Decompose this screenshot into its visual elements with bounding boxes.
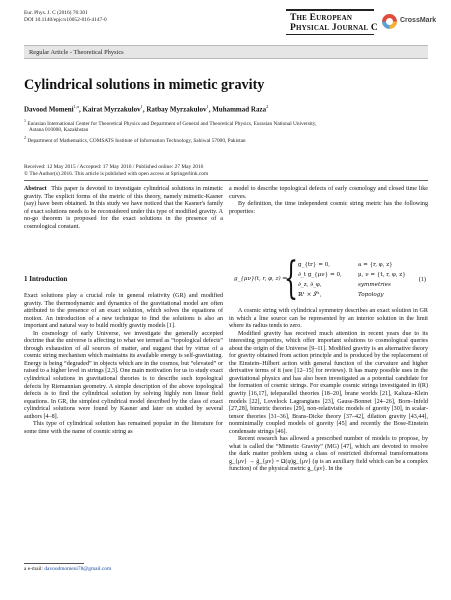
- equation-lhs: g_{μν}(t, r, φ, z) ⇒: [234, 276, 288, 282]
- author-affil-mark: 1,a: [73, 104, 79, 109]
- crossmark-badge[interactable]: [382, 14, 438, 30]
- copyright-notice: © The Author(s) 2016. This article is published with open access at Springerlink.com: [24, 171, 209, 177]
- equation-number: (1): [418, 276, 426, 283]
- paragraph: In cosmology of early Universe, we investigate the generally accepted doctrine that the universe is affecting to what we termed as “topological defects” through exhaustion of all sources of matter, and suggest that by virtue of a cosmic string mechanism which maintains its available energy is self-gravitating. Energy is being “degraded” in objects which are in the cosmos, but “elevated” or raised to a higher level in strings [2,3]. One main motivation for us to study exact cylindrical solutions in gravitational theories is to describe such topological defects by Riemannian geometry. A simple description of the above topological defects is to find the cylindrical solution by solving highly non linear field equations. In GR, the simplest cylindrical model described by the class of exact cylindrical solutions were found by Kasner and later on studied by several authors [4–8].: [24, 330, 223, 420]
- journal-logo[interactable]: [286, 9, 378, 35]
- author-affil-mark: 1: [206, 104, 209, 109]
- paragraph: Recent research has allowed a prescribed number of models to propose, by what is called the “Mimetic Gravity” (MG) [47], which are devoted to resolve the dark matter problem using a class of restricted disformal transformations g_{μν} → g̃_{μν} = Ω(φ)g_{μν} (φ is an auxiliary field which can be a complex function) of the physical metric g_{μν}. In the: [229, 436, 428, 473]
- crossmark-icon: [382, 14, 397, 29]
- citation: Eur. Phys. J. C (2016) 76:301: [24, 10, 88, 16]
- author-name[interactable]: Ratbay Myrzakulov: [146, 105, 207, 114]
- equation-1: [234, 253, 428, 304]
- author-name[interactable]: Davood Momeni: [24, 105, 74, 114]
- paragraph: a model to describe topological defects of early cosmology and closed time like curves.: [229, 186, 428, 200]
- history-dates: Received: 12 May 2015 / Accepted: 17 May 2016 / Published online: 27 May 2016: [24, 164, 204, 170]
- author-name[interactable]: Kairat Myrzakulov: [82, 105, 141, 114]
- article-type-bar: [24, 45, 428, 59]
- abstract-label: Abstract: [24, 186, 47, 192]
- author-affil-mark: 1: [140, 104, 143, 109]
- journal-name-line2: Physical Journal C: [290, 23, 378, 33]
- equation-cases: [298, 260, 406, 300]
- equation-row: ∂_z, ∂_φ, symmetries: [298, 282, 391, 288]
- paragraph: By definition, the time independent cosmic string metric has the following properties:: [229, 201, 428, 215]
- author-name[interactable]: Muhammad Raza: [212, 105, 267, 114]
- section-heading: 1 Introduction: [24, 275, 68, 283]
- paper-title: Cylindrical solutions in mimetic gravity: [24, 77, 265, 93]
- crossmark-label: CrossMark: [400, 17, 437, 24]
- body-text-right: [229, 308, 428, 474]
- email-link[interactable]: davoodmomeni78@gmail.com: [44, 566, 112, 572]
- paragraph: This type of cylindrical solution has remained popular in the literature for some time with the name of cosmic string as: [24, 421, 223, 435]
- body-text-right-top: [229, 186, 428, 216]
- article-meta: [24, 10, 107, 24]
- publication-history: [24, 164, 429, 178]
- footnote: a e-mail: davoodmomeni78@gmail.com: [24, 566, 112, 572]
- journal-name-line1: The European: [290, 13, 353, 23]
- equation-brace: {: [284, 253, 298, 304]
- affiliation: $^1$ Eurasian International Center for Theoretical Physics and Department of General and Theoretical Physics, Eurasian National University, Astana 010008, Kazakhstan: [24, 118, 317, 134]
- equation-row: g_{tr} = 0, a = {r, φ, z}: [298, 262, 393, 268]
- abstract-text: This paper is devoted to investigate cylindrical solutions in mimetic gravity. The explicit forms of the metric of this theory, namely mimetic-Kasner (say) have been obtained. In this study we have noticed that the Kasner's family of exact solutions needs to be reconsidered under this type of modified gravity. A no-go theorem is proposed for the exact solutions in the presence of a cosmological constant.: [24, 186, 224, 230]
- divider: [24, 180, 428, 181]
- paragraph: Modified gravity has received much attention in recent years due to its interesting properties, which offer important solutions to cosmological queries about the origin of the Universe [9–11]. Modified gravity is an alternative theory for gravity obtained from action principle and is produced by the replacement of the Einstein–Hilbert action with general function of the curvature and higher derivative terms of it (see [12–15] for reviews). It has many possible uses in the gravitational physics and has also been investigated as a potential candidate for the formation of cosmic strings. For example cosmic strings investigated in f(R) gravity [16,17], teleparallel theories [18–20], brane worlds [21], Kaluza–Klein models [22], Lovelock Lagrangians [23], Gauss-Bonnet [24–26], Born–Infeld [27,28], bimetric theories [29], non-relativistic models of gravity [30], in scalar-tensor theories [31–36], Brans-Dicke theory [37–42], dilation gravity [43,44], nonminimally coupled models of gravity [45] and recently the Bose-Einstein condensate strings [46].: [229, 330, 428, 435]
- equation-row: ℝ¹ × 𝒮¹, Topology: [298, 292, 384, 298]
- abstract: [24, 186, 223, 231]
- paragraph: Exact solutions play a crucial role in general relativity (GR) and modified gravity. The thermodynamic and dynamics of the gravitational model are often attributed to the presence of an exact solution, which solves the equations of motion. An introduction of a new technique to find the solutions is also an important and natural way to build modify gravity models [1].: [24, 293, 223, 330]
- footnote-divider: [24, 563, 84, 564]
- doi-link[interactable]: DOI 10.1140/epjc/s10052-016-4147-0: [24, 17, 107, 24]
- body-text-left: [24, 293, 223, 436]
- affiliation: $^2$ Department of Mathematics, COMSATS Institute of Information Technology, Sahiwal 57000, Pakistan: [24, 135, 246, 144]
- author-list: Davood Momeni$^{1,a}$, Kairat Myrzakulov$^1$, Ratbay Myrzakulov$^1$, Muhammad Raza$^2$: [24, 104, 269, 114]
- equation-row: ∂_t g_{μν} = 0, μ, ν = {t, r, φ, z}: [298, 272, 406, 278]
- article-type-label: Regular Article - Theoretical Physics: [29, 49, 124, 56]
- author-affil-mark: 2: [266, 104, 269, 109]
- paragraph: A cosmic string with cylindrical symmetry describes an exact solution in GR in which a line source can be represented by an interior solution in the limit where its radius tends to zero.: [229, 308, 428, 330]
